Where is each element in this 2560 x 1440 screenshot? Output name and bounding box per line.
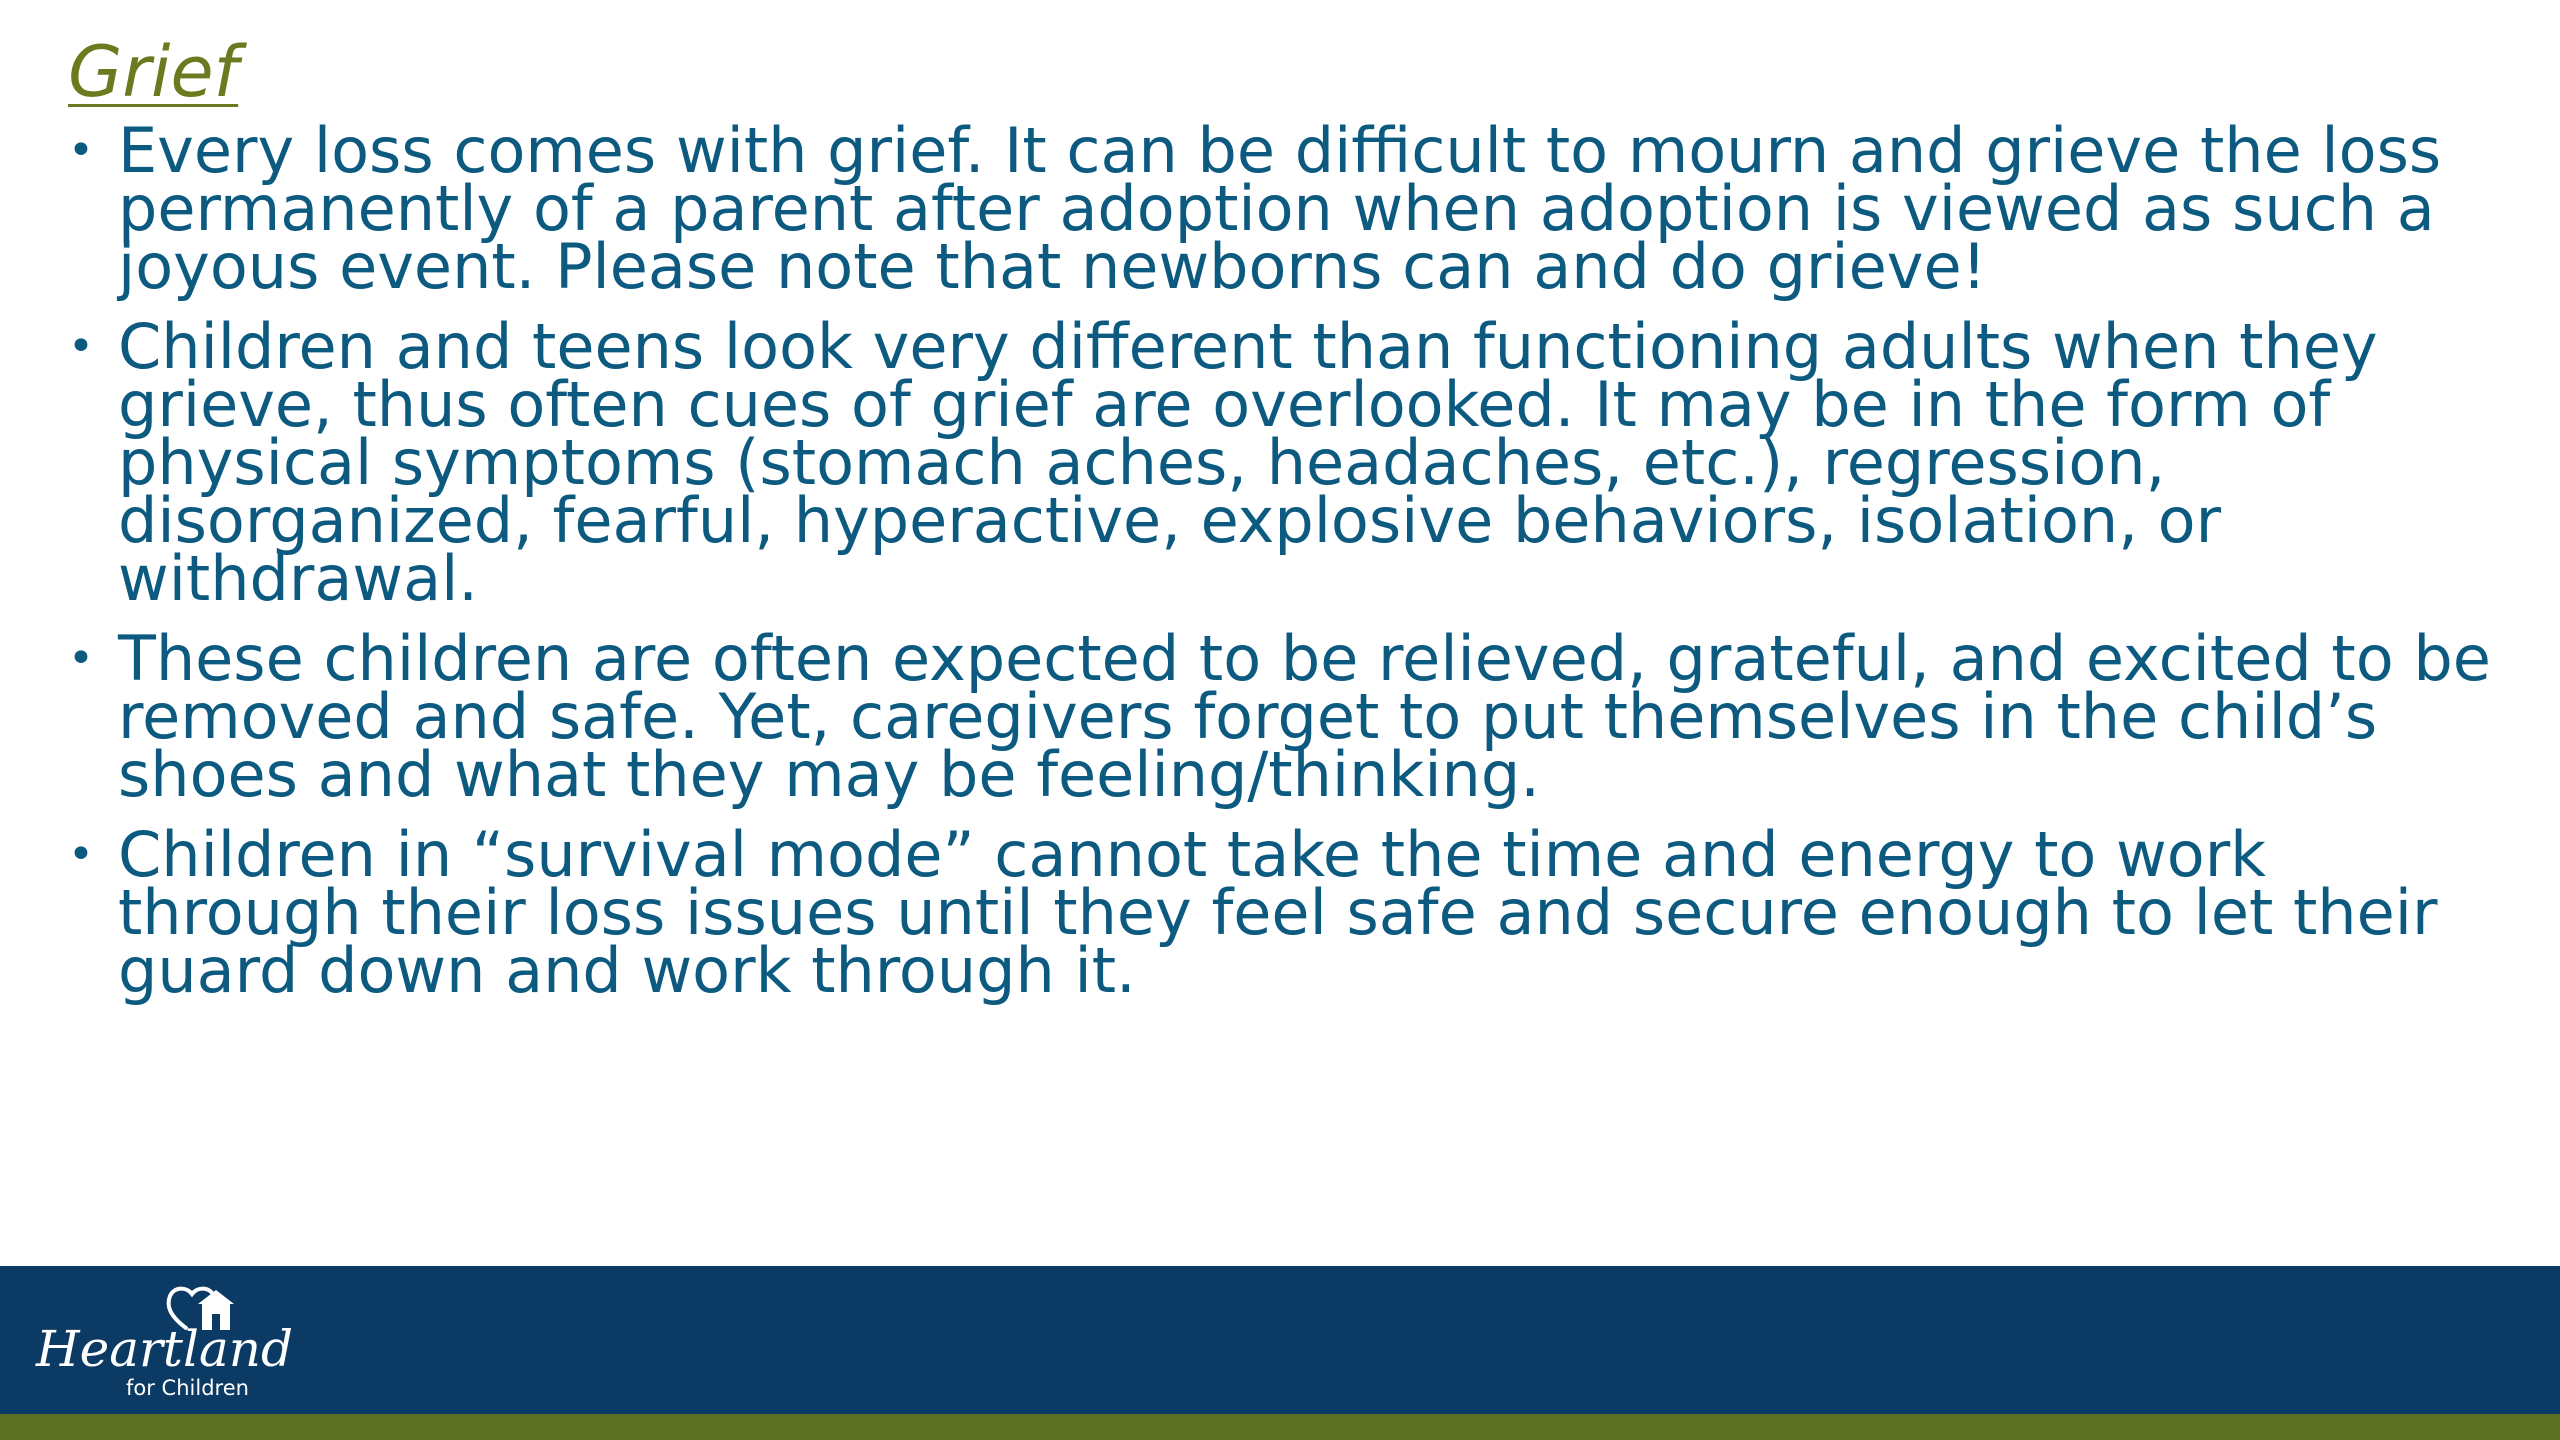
bullet-text: Every loss comes with grief. It can be difficult to mourn and grieve the loss permanently of a parent after adoption when adoption is viewed as such a joyous event. Please note that newborns can and do grieve! [118,114,2442,303]
bullet-item [68,818,2508,1007]
logo-tagline: for Children [126,1376,249,1400]
bullet-text: These children are often expected to be relieved, grateful, and excited to be removed and safe. Yet, caregivers forget to put themselves in the child’s shoes and what they may be feeling/thinking. [118,622,2491,811]
bullet-item [68,622,2508,811]
bullet-dot: • [68,125,94,176]
bullet-item [68,114,2508,303]
bullet-dot: • [68,321,94,372]
bullet-list [68,114,2508,1022]
footer-stripe [0,1414,2560,1440]
bullet-text: Children and teens look very different than functioning adults when they grieve, thus often cues of grief are overlooked. It may be in the form of physical symptoms (stomach aches, headaches, etc.), regression, disorganized, fearful, hyperactive, explosive behaviors, isolation, or withdrawal. [118,310,2378,615]
logo-name: Heartland [36,1320,294,1378]
slide-title: Grief [68,31,239,113]
bullet-item [68,310,2508,615]
footer-band [0,1266,2560,1414]
bullet-dot: • [68,633,94,684]
bullet-text: Children in “survival mode” cannot take the time and energy to work through their loss issues until they feel safe and secure enough to let their guard down and work through it. [118,818,2438,1007]
bullet-dot: • [68,829,94,880]
heartland-logo [36,1282,294,1402]
